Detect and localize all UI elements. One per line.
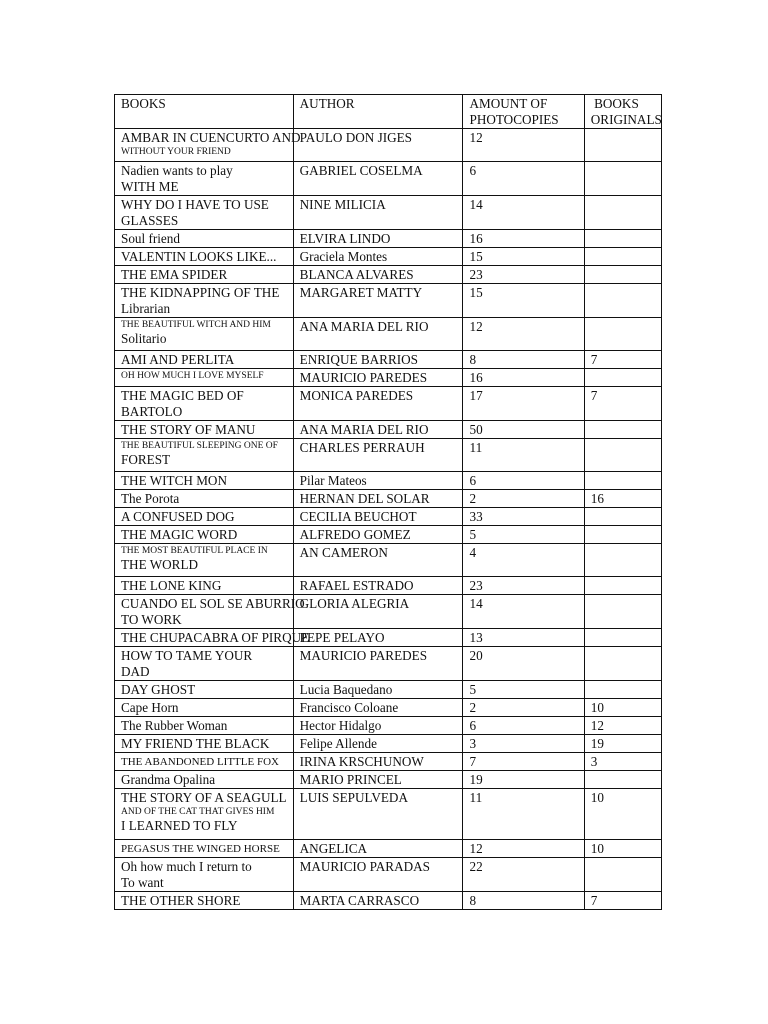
photocopies-cell: 33 <box>463 508 584 526</box>
book-title-line: The Porota <box>121 491 180 506</box>
book-title-cell <box>115 717 294 735</box>
table-row <box>115 526 662 544</box>
table-row <box>115 858 662 892</box>
originals-cell <box>584 508 661 526</box>
book-title-line: THE ABANDONED LITTLE FOX <box>121 756 279 768</box>
book-title-line: Oh how much I return to <box>121 859 252 874</box>
author-cell: Felipe Allende <box>293 735 463 753</box>
book-title-line: Grandma Opalina <box>121 772 216 787</box>
photocopies-cell: 22 <box>463 858 584 892</box>
book-title-line: HOW TO TAME YOUR <box>121 648 253 663</box>
book-title-cell <box>115 369 294 387</box>
book-title-cell <box>115 526 294 544</box>
photocopies-cell: 2 <box>463 699 584 717</box>
book-title-line: THE CHUPACABRA OF PIRQUE <box>121 630 310 645</box>
table-body <box>115 95 662 910</box>
author-cell: Graciela Montes <box>293 248 463 266</box>
book-title-line: THE MAGIC WORD <box>121 527 238 542</box>
originals-cell: 7 <box>584 351 661 369</box>
author-cell: Hector Hidalgo <box>293 717 463 735</box>
table-row <box>115 248 662 266</box>
originals-cell <box>584 595 661 629</box>
book-title-line: CUANDO EL SOL SE ABURRIO <box>121 596 305 611</box>
author-cell: PEPE PELAYO <box>293 629 463 647</box>
book-title-cell <box>115 647 294 681</box>
originals-cell <box>584 439 661 472</box>
author-cell: MAURICIO PARADAS <box>293 858 463 892</box>
table-row <box>115 508 662 526</box>
author-cell: MAURICIO PAREDES <box>293 369 463 387</box>
table-row <box>115 681 662 699</box>
header-books <box>115 95 294 129</box>
table-row <box>115 196 662 230</box>
book-title-line: BARTOLO <box>121 404 183 419</box>
originals-cell: 19 <box>584 735 661 753</box>
book-title-cell <box>115 490 294 508</box>
book-title-line: THE OTHER SHORE <box>121 893 241 908</box>
book-title-line: WHY DO I HAVE TO USE <box>121 197 269 212</box>
book-title-cell <box>115 544 294 577</box>
book-title-cell <box>115 753 294 771</box>
originals-cell <box>584 266 661 284</box>
table-row <box>115 387 662 421</box>
photocopies-cell: 2 <box>463 490 584 508</box>
photocopies-cell: 14 <box>463 595 584 629</box>
photocopies-cell: 12 <box>463 318 584 351</box>
book-title-cell <box>115 162 294 196</box>
table-row <box>115 717 662 735</box>
table-row <box>115 595 662 629</box>
originals-cell: 10 <box>584 789 661 840</box>
book-title-line: THE STORY OF A SEAGULL <box>121 790 287 805</box>
originals-cell: 10 <box>584 699 661 717</box>
book-title-line: THE MOST BEAUTIFUL PLACE IN <box>121 546 268 556</box>
book-title-line: Cape Horn <box>121 700 179 715</box>
author-cell: IRINA KRSCHUNOW <box>293 753 463 771</box>
table-row <box>115 699 662 717</box>
originals-cell <box>584 858 661 892</box>
book-title-line: AMBAR IN CUENCURTO AND <box>121 130 301 145</box>
header-author <box>293 95 463 129</box>
photocopies-cell: 6 <box>463 472 584 490</box>
book-title-line: THE BEAUTIFUL SLEEPING ONE OF <box>121 441 278 451</box>
photocopies-cell: 5 <box>463 526 584 544</box>
originals-cell <box>584 230 661 248</box>
book-title-line: DAD <box>121 664 150 679</box>
originals-cell <box>584 162 661 196</box>
book-title-cell <box>115 284 294 318</box>
books-table <box>114 94 662 910</box>
book-title-line: To want <box>121 875 164 890</box>
table-row <box>115 318 662 351</box>
originals-cell <box>584 681 661 699</box>
book-title-cell <box>115 681 294 699</box>
book-title-line: OH HOW MUCH I LOVE MYSELF <box>121 371 264 381</box>
book-title-cell <box>115 892 294 910</box>
book-title-line: THE MAGIC BED OF <box>121 388 244 403</box>
photocopies-cell: 6 <box>463 717 584 735</box>
book-title-line: FOREST <box>121 452 171 467</box>
table-row <box>115 544 662 577</box>
photocopies-cell: 16 <box>463 230 584 248</box>
author-cell: MARIO PRINCEL <box>293 771 463 789</box>
author-cell: Pilar Mateos <box>293 472 463 490</box>
table-row <box>115 577 662 595</box>
book-title-cell <box>115 629 310 647</box>
originals-cell <box>584 577 661 595</box>
photocopies-cell: 5 <box>463 681 584 699</box>
photocopies-cell: 16 <box>463 369 584 387</box>
book-title-cell <box>115 266 294 284</box>
originals-cell <box>584 129 661 162</box>
book-title-line: GLASSES <box>121 213 179 228</box>
photocopies-cell: 15 <box>463 284 584 318</box>
book-title-line: THE KIDNAPPING OF THE <box>121 285 280 300</box>
table-row <box>115 162 662 196</box>
header-originals-line: BOOKS <box>590 96 639 111</box>
header-amount-line: AMOUNT OF <box>469 96 548 111</box>
author-cell: RAFAEL ESTRADO <box>293 577 463 595</box>
book-title-cell <box>115 129 301 162</box>
book-title-line: AND OF THE CAT THAT GIVES HIM <box>121 807 275 817</box>
book-title-line: Soul friend <box>121 231 180 246</box>
photocopies-cell: 17 <box>463 387 584 421</box>
book-title-line: MY FRIEND THE BLACK <box>121 736 270 751</box>
book-title-line: THE WORLD <box>121 557 199 572</box>
header-amount-line: PHOTOCOPIES <box>469 112 559 127</box>
book-title-line: WITHOUT YOUR FRIEND <box>121 147 231 157</box>
author-cell: PAULO DON JIGES <box>293 129 463 162</box>
author-cell: ANA MARIA DEL RIO <box>293 318 463 351</box>
header-author-label: AUTHOR <box>299 96 355 111</box>
photocopies-cell: 7 <box>463 753 584 771</box>
author-cell: BLANCA ALVARES <box>293 266 463 284</box>
table-row <box>115 472 662 490</box>
table-row <box>115 439 662 472</box>
book-title-cell <box>115 771 294 789</box>
author-cell: GLORIA ALEGRIA <box>293 595 463 629</box>
photocopies-cell: 11 <box>463 789 584 840</box>
book-title-line: THE STORY OF MANU <box>121 422 256 437</box>
author-cell: AN CAMERON <box>293 544 463 577</box>
author-cell: ELVIRA LINDO <box>293 230 463 248</box>
table-row <box>115 369 662 387</box>
book-title-line: WITH ME <box>121 179 179 194</box>
originals-cell <box>584 284 661 318</box>
table-row <box>115 490 662 508</box>
photocopies-cell: 11 <box>463 439 584 472</box>
author-cell: MAURICIO PAREDES <box>293 647 463 681</box>
book-title-cell <box>115 196 294 230</box>
photocopies-cell: 14 <box>463 196 584 230</box>
table-row <box>115 629 662 647</box>
book-title-cell <box>115 421 294 439</box>
book-title-cell <box>115 230 294 248</box>
author-cell: CECILIA BEUCHOT <box>293 508 463 526</box>
book-title-cell <box>115 699 294 717</box>
originals-cell: 16 <box>584 490 661 508</box>
author-cell: MARTA CARRASCO <box>293 892 463 910</box>
book-title-cell <box>115 577 294 595</box>
table-row <box>115 129 662 162</box>
author-cell: ANA MARIA DEL RIO <box>293 421 463 439</box>
header-row <box>115 95 662 129</box>
originals-cell: 7 <box>584 387 661 421</box>
author-cell: MARGARET MATTY <box>293 284 463 318</box>
book-title-cell <box>115 439 294 472</box>
photocopies-cell: 19 <box>463 771 584 789</box>
book-title-cell <box>115 508 294 526</box>
photocopies-cell: 3 <box>463 735 584 753</box>
originals-cell <box>584 248 661 266</box>
book-title-cell <box>115 248 294 266</box>
author-cell: HERNAN DEL SOLAR <box>293 490 463 508</box>
originals-cell: 7 <box>584 892 661 910</box>
header-originals-line: ORIGINALS <box>590 112 662 127</box>
author-cell: Francisco Coloane <box>293 699 463 717</box>
photocopies-cell: 12 <box>463 129 584 162</box>
originals-cell <box>584 318 661 351</box>
book-title-line: Librarian <box>121 301 171 316</box>
table-row <box>115 266 662 284</box>
author-cell: ENRIQUE BARRIOS <box>293 351 463 369</box>
book-title-line: THE EMA SPIDER <box>121 267 228 282</box>
originals-cell <box>584 369 661 387</box>
book-title-line: AMI AND PERLITA <box>121 352 235 367</box>
book-title-line: THE LONE KING <box>121 578 222 593</box>
author-cell: Lucia Baquedano <box>293 681 463 699</box>
photocopies-cell: 13 <box>463 629 584 647</box>
book-title-line: A CONFUSED DOG <box>121 509 235 524</box>
table-row <box>115 789 662 840</box>
originals-cell <box>584 629 661 647</box>
table-row <box>115 351 662 369</box>
table-row <box>115 840 662 858</box>
book-title-line: VALENTIN LOOKS LIKE... <box>121 249 277 264</box>
originals-cell <box>584 472 661 490</box>
table-row <box>115 771 662 789</box>
photocopies-cell: 50 <box>463 421 584 439</box>
book-title-cell <box>115 472 294 490</box>
book-title-cell <box>115 351 294 369</box>
table-row <box>115 230 662 248</box>
book-title-line: THE WITCH MON <box>121 473 227 488</box>
author-cell: NINE MILICIA <box>293 196 463 230</box>
book-title-cell <box>115 858 294 892</box>
table-row <box>115 735 662 753</box>
book-title-cell <box>115 595 305 629</box>
originals-cell <box>584 771 661 789</box>
originals-cell: 10 <box>584 840 661 858</box>
photocopies-cell: 12 <box>463 840 584 858</box>
photocopies-cell: 23 <box>463 266 584 284</box>
photocopies-cell: 6 <box>463 162 584 196</box>
book-title-line: THE BEAUTIFUL WITCH AND HIM <box>121 320 271 330</box>
author-cell: CHARLES PERRAUH <box>293 439 463 472</box>
header-books-label: BOOKS <box>121 96 166 111</box>
originals-cell <box>584 421 661 439</box>
table-row <box>115 753 662 771</box>
author-cell: MONICA PAREDES <box>293 387 463 421</box>
book-title-cell <box>115 735 294 753</box>
originals-cell: 12 <box>584 717 661 735</box>
photocopies-cell: 23 <box>463 577 584 595</box>
originals-cell <box>584 647 661 681</box>
book-title-line: Solitario <box>121 331 167 346</box>
book-title-line: PEGASUS THE WINGED HORSE <box>121 843 280 855</box>
originals-cell: 3 <box>584 753 661 771</box>
originals-cell <box>584 526 661 544</box>
book-title-line: The Rubber Woman <box>121 718 228 733</box>
book-title-cell <box>115 387 294 421</box>
table-row <box>115 892 662 910</box>
book-title-cell <box>115 840 294 858</box>
book-title-cell <box>115 318 294 351</box>
header-originals <box>584 95 661 129</box>
originals-cell <box>584 544 661 577</box>
book-title-line: TO WORK <box>121 612 182 627</box>
photocopies-cell: 8 <box>463 892 584 910</box>
author-cell: ANGELICA <box>293 840 463 858</box>
author-cell: GABRIEL COSELMA <box>293 162 463 196</box>
photocopies-cell: 4 <box>463 544 584 577</box>
photocopies-cell: 15 <box>463 248 584 266</box>
originals-cell <box>584 196 661 230</box>
book-title-line: Nadien wants to play <box>121 163 233 178</box>
table-row <box>115 284 662 318</box>
author-cell: LUIS SEPULVEDA <box>293 789 463 840</box>
table-row <box>115 647 662 681</box>
photocopies-cell: 20 <box>463 647 584 681</box>
book-title-line: I LEARNED TO FLY <box>121 818 238 833</box>
table-row <box>115 421 662 439</box>
author-cell: ALFREDO GOMEZ <box>293 526 463 544</box>
book-title-line: DAY GHOST <box>121 682 196 697</box>
header-amount <box>463 95 584 129</box>
photocopies-cell: 8 <box>463 351 584 369</box>
book-title-cell <box>115 789 294 840</box>
